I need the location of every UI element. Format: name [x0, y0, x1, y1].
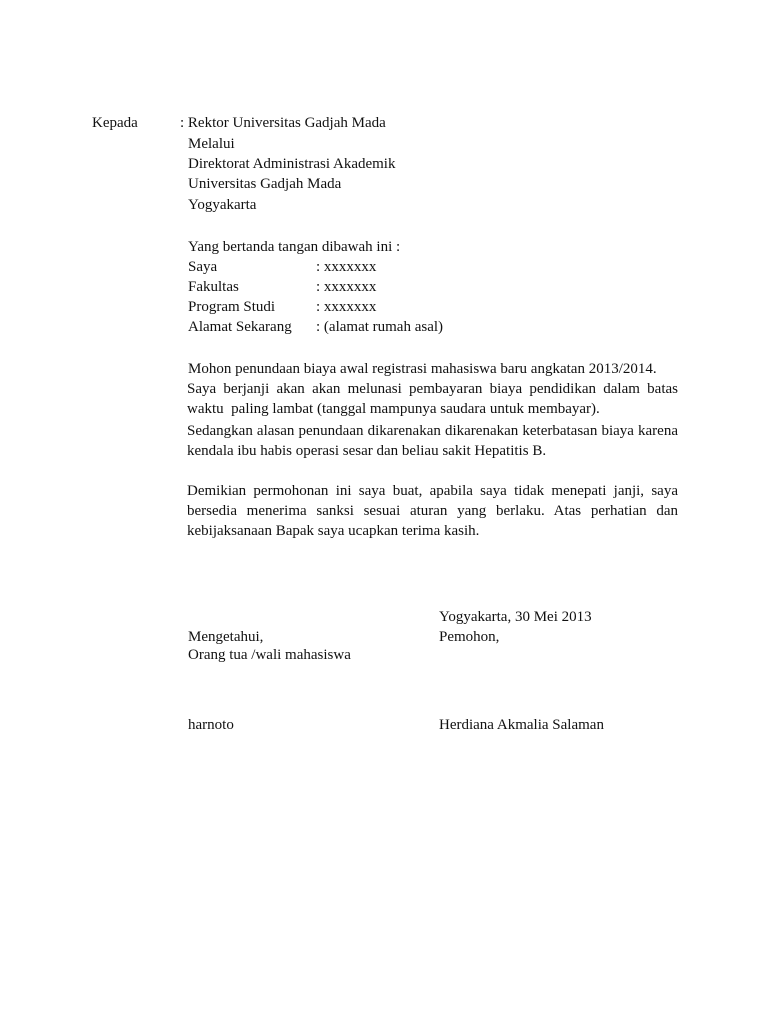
field-value: : xxxxxxx	[316, 279, 377, 295]
field-value: : (alamat rumah asal)	[316, 319, 444, 335]
field-label: Program Studi	[188, 299, 276, 315]
recipient-line: Direktorat Administrasi Akademik	[188, 156, 396, 172]
guardian-role: Orang tua /wali mahasiswa	[188, 647, 351, 663]
applicant-role: Pemohon,	[439, 629, 500, 645]
field-label: Saya	[188, 259, 218, 275]
recipient-line: Melalui	[188, 136, 235, 152]
request-line: Mohon penundaan biaya awal registrasi mahasiswa baru angkatan 2013/2014.	[188, 361, 657, 377]
closing-paragraph: Demikian permohonan ini saya buat, apabila saya tidak menepati janji, saya bersedia menerima sanksi sesuai aturan yang berlaku. Atas perhatian dan kebijaksanaan Bapak saya ucapkan terima kasih.	[187, 483, 678, 539]
place-date: Yogyakarta, 30 Mei 2013	[439, 609, 592, 625]
guardian-heading: Mengetahui,	[188, 629, 264, 645]
field-value: : xxxxxxx	[316, 299, 377, 315]
recipient-line: Universitas Gadjah Mada	[188, 176, 342, 192]
field-label: Fakultas	[188, 279, 239, 295]
promise-paragraph: Saya berjanji akan akan melunasi pembayaran biaya pendidikan dalam batas waktu paling lambat (tanggal mampunya saudara untuk membayar).	[187, 381, 678, 417]
recipient-label: Kepada	[92, 115, 138, 131]
field-label: Alamat Sekarang	[188, 319, 292, 335]
applicant-name: Herdiana Akmalia Salaman	[439, 717, 604, 733]
field-value: : xxxxxxx	[316, 259, 377, 275]
recipient-line: Yogyakarta	[188, 197, 257, 213]
guardian-name: harnoto	[188, 717, 234, 733]
identity-intro: Yang bertanda tangan dibawah ini :	[188, 239, 401, 255]
reason-paragraph: Sedangkan alasan penundaan dikarenakan dikarenakan keterbatasan biaya karena kendala ibu habis operasi sesar dan beliau sakit Hepatitis B.	[187, 423, 678, 459]
recipient-line: : Rektor Universitas Gadjah Mada	[180, 115, 386, 131]
